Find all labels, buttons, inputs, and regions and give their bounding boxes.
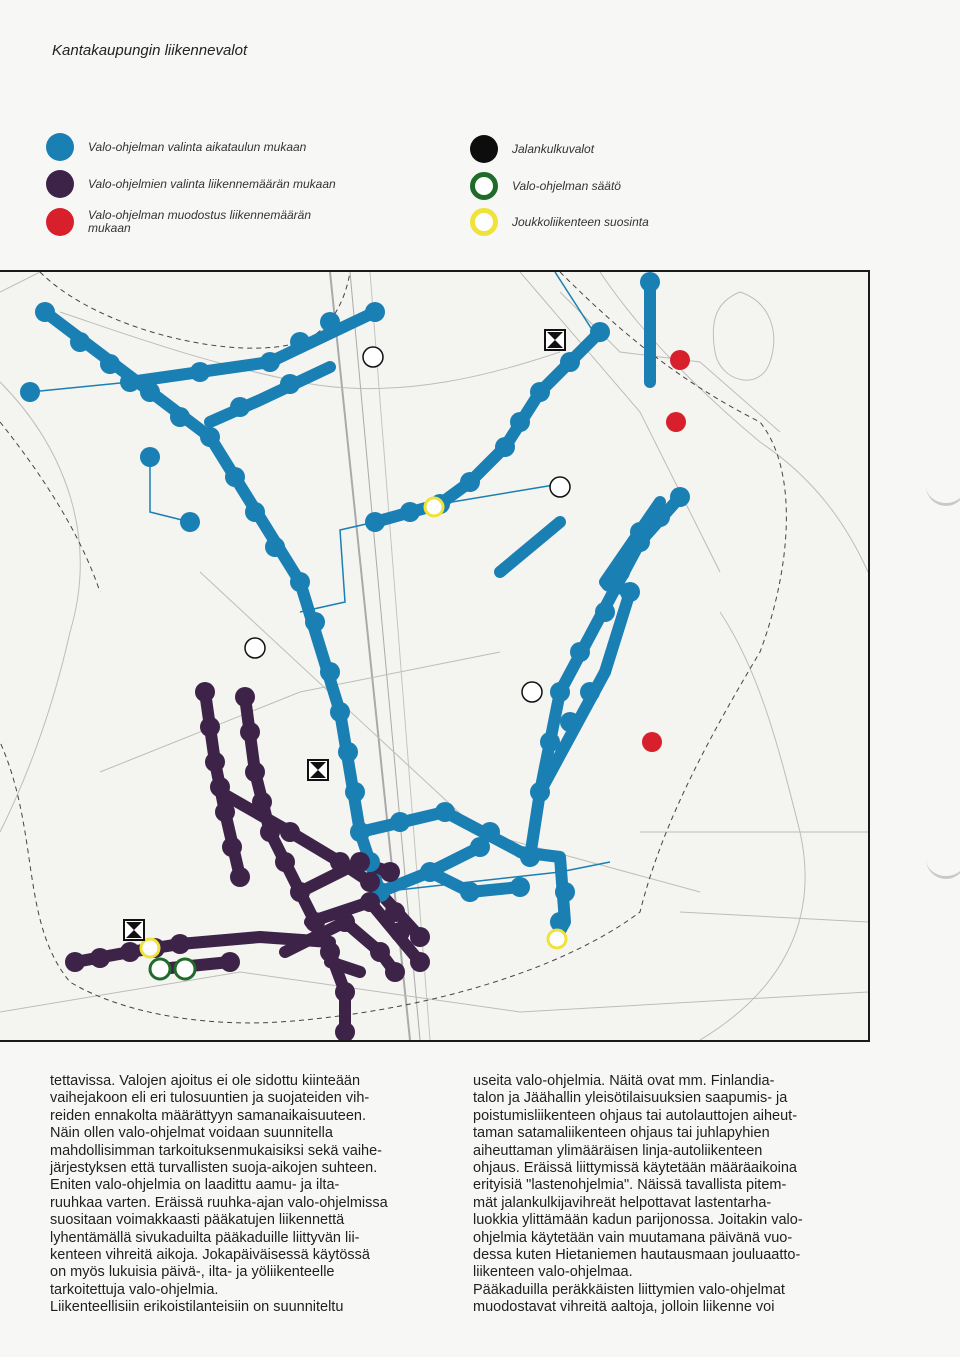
green-signal-marker (175, 959, 195, 979)
blue-dot-icon (46, 133, 74, 161)
purple-signal-marker (120, 942, 140, 962)
body-text-right-column (473, 1073, 873, 1317)
blue-signal-marker (460, 472, 480, 492)
blue-signal-marker (420, 862, 440, 882)
blue-signal-marker (630, 522, 650, 542)
white-signal-marker (245, 638, 265, 658)
blue-signal-marker (365, 302, 385, 322)
purple-signal-marker (370, 942, 390, 962)
red-signal-marker (642, 732, 662, 752)
blue-signal-marker (520, 847, 540, 867)
legend-label: Valo-ohjelman valinta aikataulun mukaan (88, 139, 307, 154)
green-signal-marker (150, 959, 170, 979)
legend-item-saato (470, 172, 621, 200)
purple-signal-marker (360, 872, 380, 892)
blue-signal-marker (560, 352, 580, 372)
blue-signal-marker (570, 642, 590, 662)
blue-signal-marker (470, 837, 490, 857)
legend-item-liikennemaara (46, 170, 358, 198)
purple-signal-marker (290, 882, 310, 902)
blue-signal-marker (70, 332, 90, 352)
blue-signal-marker (120, 372, 140, 392)
legend-item-joukkoliikenne (470, 208, 649, 236)
blue-signal-marker (320, 312, 340, 332)
legend-item-muodostus (46, 208, 348, 236)
blue-signal-marker (260, 352, 280, 372)
blue-signal-marker (180, 512, 200, 532)
blue-signal-marker (100, 354, 120, 374)
blue-signal-marker (140, 382, 160, 402)
blue-signal-marker (435, 802, 455, 822)
purple-signal-marker (260, 822, 280, 842)
blue-signal-marker (555, 882, 575, 902)
red-dot-icon (46, 208, 74, 236)
blue-signal-marker (200, 427, 220, 447)
blue-signal-marker (290, 332, 310, 352)
body-paragraph: useita valo-ohjelmia. Näitä ovat mm. Finlandia- talon ja Jäähallin yleisötilaisuuksien saapumis- ja poistumisliikenteen ohjaus tai autolauttojen aiheut- taman satamaliikenteen ohjaus tai juhlapyhien aiheuttaman ylimääräisen linja-autoliikenteen ohjaus. Eräissä liittymissä käytetään määräaikoina erityisiä "lastenohjelmia". Näissä tavallista pitem- mät jalankulkijavihreät helpottavat lastentarha- luokkia ylittämään kadun parijonossa. Joitakin valo- ohjelmia käytetään vain muutamana päivänä vuo- dessa kuten Hietaniemen hautausmaan jouluaatto- liikenteen valo-ohjelmaa. Pääkaduilla peräkkäisten liittymien valo-ohjelmat muodostavat vihreitä aaltoja, jolloin liikenne voi (473, 1073, 803, 1316)
blue-signal-marker (495, 437, 515, 457)
legend-item-jalankulku (470, 135, 594, 163)
blue-signal-marker (560, 712, 580, 732)
purple-signal-marker (222, 837, 242, 857)
purple-signal-marker (220, 952, 240, 972)
purple-signal-marker (230, 867, 250, 887)
blue-signal-marker (290, 572, 310, 592)
blue-signal-marker (650, 507, 670, 527)
blue-signal-marker (590, 322, 610, 342)
blue-signal-marker (510, 412, 530, 432)
purple-signal-marker (335, 912, 355, 932)
blue-signal-marker (390, 812, 410, 832)
red-signal-marker (666, 412, 686, 432)
legend-item-aikataulu (46, 133, 358, 161)
blue-signal-marker (225, 467, 245, 487)
purple-signal-marker (410, 927, 430, 947)
yellow-signal-marker (425, 498, 443, 516)
blue-signal-marker (595, 602, 615, 622)
purple-signal-marker (275, 852, 295, 872)
blue-signal-marker (530, 382, 550, 402)
purple-signal-marker (335, 982, 355, 1002)
blue-signal-marker (350, 822, 370, 842)
purple-signal-marker (410, 952, 430, 972)
blue-signal-marker (640, 272, 660, 292)
purple-signal-marker (210, 777, 230, 797)
purple-dot-icon (46, 170, 74, 198)
blue-signal-marker (140, 447, 160, 467)
green-ring-icon (470, 172, 498, 200)
purple-signal-marker (65, 952, 85, 972)
binder-hole-mark (926, 848, 960, 879)
blue-signal-marker (580, 682, 600, 702)
pedestrian-signal-icon (124, 920, 144, 940)
traffic-light-map (0, 270, 870, 1042)
blue-signal-marker (170, 407, 190, 427)
blue-signal-marker (280, 374, 300, 394)
blue-signal-marker (620, 582, 640, 602)
legend-label: Valo-ohjelman säätö (512, 178, 621, 193)
purple-signal-marker (330, 852, 350, 872)
blue-signal-marker (530, 782, 550, 802)
blue-signal-marker (265, 537, 285, 557)
blue-signal-marker (510, 877, 530, 897)
blue-signal-marker (460, 882, 480, 902)
body-text-left-column (50, 1073, 450, 1317)
purple-signal-marker (385, 962, 405, 982)
blue-signal-marker (550, 682, 570, 702)
purple-signal-marker (280, 822, 300, 842)
blue-signal-marker (345, 782, 365, 802)
purple-signal-marker (390, 922, 410, 942)
purple-signal-marker (240, 722, 260, 742)
blue-signal-marker (230, 397, 250, 417)
blue-signal-marker (670, 487, 690, 507)
purple-signal-marker (200, 717, 220, 737)
purple-signal-marker (360, 892, 380, 912)
white-signal-marker (363, 347, 383, 367)
white-signal-marker (522, 682, 542, 702)
purple-signal-marker (335, 1022, 355, 1040)
red-signal-marker (670, 350, 690, 370)
yellow-ring-icon (470, 208, 498, 236)
blue-signal-marker (400, 502, 420, 522)
purple-signal-marker (235, 687, 255, 707)
purple-signal-marker (385, 902, 405, 922)
blue-signal-marker (365, 512, 385, 532)
blue-signal-marker (330, 702, 350, 722)
legend-label: Valo-ohjelmien valinta liikennemäärän mukaan (88, 176, 336, 191)
yellow-signal-marker (548, 930, 566, 948)
black-dot-icon (470, 135, 498, 163)
purple-signal-marker (215, 802, 235, 822)
blue-signal-marker (600, 572, 620, 592)
purple-signal-marker (90, 948, 110, 968)
legend-label: Joukkoliikenteen suosinta (512, 214, 649, 229)
blue-signal-marker (338, 742, 358, 762)
blue-signal-marker (190, 362, 210, 382)
page-title: Kantakaupungin liikennevalot (52, 42, 248, 59)
blue-signal-marker (35, 302, 55, 322)
white-signal-marker (550, 477, 570, 497)
legend-label: Valo-ohjelman muodostus liikennemäärän mukaan (88, 208, 312, 235)
purple-signal-marker (245, 762, 265, 782)
blue-signal-marker (305, 612, 325, 632)
pedestrian-signal-icon (545, 330, 565, 350)
binder-hole-mark (926, 475, 960, 506)
yellow-signal-marker (141, 939, 159, 957)
purple-signal-marker (310, 927, 330, 947)
purple-signal-marker (380, 862, 400, 882)
purple-signal-marker (195, 682, 215, 702)
blue-signal-marker (245, 502, 265, 522)
body-paragraph: tettavissa. Valojen ajoitus ei ole sidottu kiinteään vaihejakoon eli eri tulosuuntien ja suojateiden vih- reiden ennakolta määrättyyn samanaikaisuuteen. Näin ollen valo-ohjelmat voidaan suunnitella mahdollisimman tarkoituksenmukaisiksi sekä vaihe- järjestyksen että turvallisten suoja-aikojen suhteen. Eniten valo-ohjelmia on laadittu aamu- ja ilta- ruuhkaa varten. Eräissä ruuhka-ajan valo-ohjelmissa suositaan voimakkaasti pääkatujen liikennettä lyhentämällä sivukaduilta pääkaduille liittyvän lii- kenteen vihreitä aikoja. Jokapäiväisessä käytössä on myös lukuisia päivä-, ilta- ja yöliikenteelle tarkoitettuja valo-ohjelmia. Liikenteellisiin erikoistilanteisiin on suunniteltu (50, 1073, 388, 1316)
purple-signal-marker (205, 752, 225, 772)
blue-signal-marker (540, 732, 560, 752)
blue-signal-marker (20, 382, 40, 402)
blue-signal-marker (320, 662, 340, 682)
pedestrian-signal-icon (308, 760, 328, 780)
purple-signal-marker (170, 934, 190, 954)
purple-signal-marker (350, 852, 370, 872)
legend-label: Jalankulkuvalot (512, 141, 595, 156)
purple-signal-marker (252, 792, 272, 812)
